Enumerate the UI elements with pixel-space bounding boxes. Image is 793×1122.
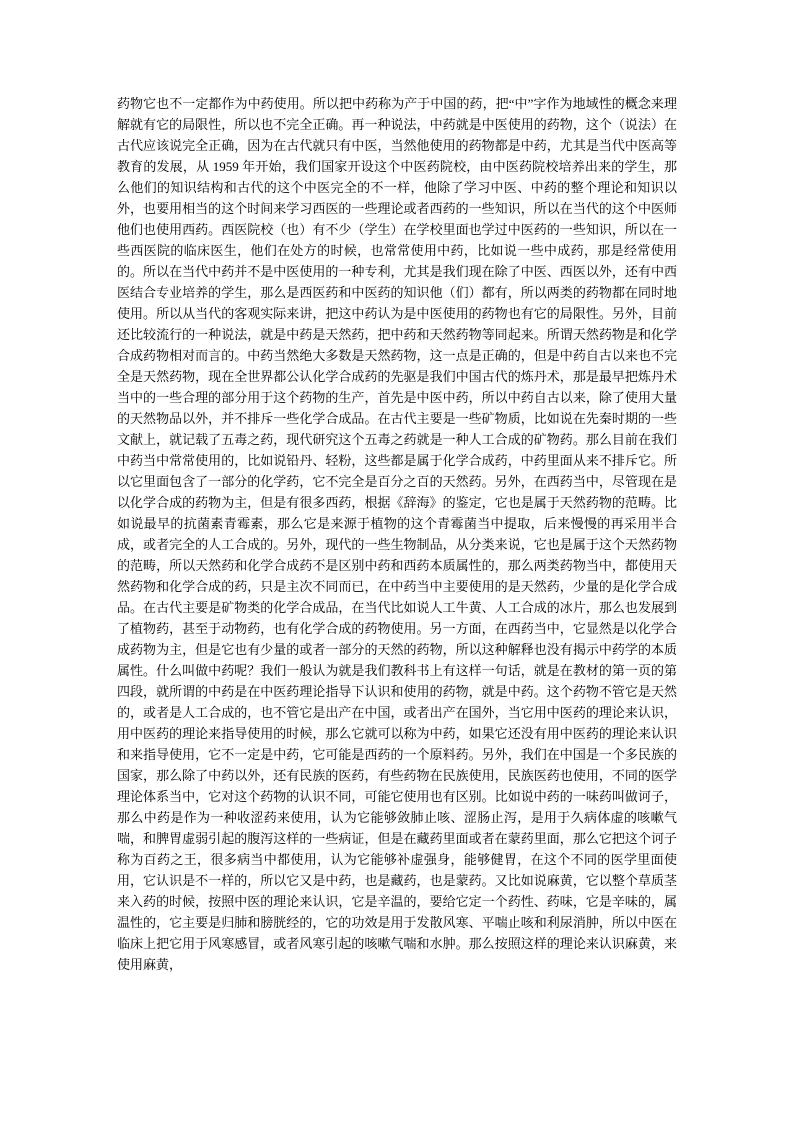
document-text-body [117,93,677,975]
body-paragraph: 药物它也不一定都作为中药使用。所以把中药称为产于中国的药，把“中”字作为地域性的概念来理解就有它的局限性，所以也不完全正确。再一种说法，中药就是中医使用的药物，这个（说法）在古代应该说完全正确，因为在古代就只有中医，当然他使用的药物都是中药，尤其是当代中医高等教育的发展，从 1959 年开始，我们国家开设这个中医药院校，由中医药院校培养出来的学生，那么他们的知识结构和古代的这个中医完全的不一样，他除了学习中医、中药的整个理论和知识以外，也要用相当的这个时间来学习西医的一些理论或者西药的一些知识，所以在当代的这个中医师他们也使用西药。西医院校（也）有不少（学生）在学校里面也学过中医药的一些知识，所以在一些西医院的临床医生，他们在处方的时候，也常常使用中药，比如说一些中成药，那是经常使用的。所以在当代中药并不是中医使用的一种专利，尤其是我们现在除了中医、西医以外，还有中西医结合专业培养的学生，那么是西医药和中医药的知识他（们）都有，所以两类的药物都在同时地使用。所以从当代的客观实际来讲，把这中药认为是中医使用的药物也有它的局限性。另外，目前还比较流行的一种说法，就是中药是天然药，把中药和天然药物等同起来。所谓天然药物是和化学合成药物相对而言的。中药当然绝大多数是天然药物，这一点是正确的，但是中药自古以来也不完全是天然药物，现在全世界都公认化学合成药的先驱是我们中国古代的炼丹术，那是最早把炼丹术当中的一些合理的部分用于这个药物的生产，首先是中医中药，所以中药自古以来，除了使用大量的天然物品以外，并不排斥一些化学合成品。在古代主要是一些矿物质，比如说在先秦时期的一些文献上，就记载了五毒之药，现代研究这个五毒之药就是一种人工合成的矿物药。那么目前在我们中药当中常常使用的，比如说铅丹、轻粉，这些都是属于化学合成药，中药里面从来不排斥它。所以它里面包含了一部分的化学药，它不完全是百分之百的天然药。另外，在西药当中，尽管现在是以化学合成的药物为主，但是有很多西药，根据《辞海》的鉴定，它也是属于天然药物的范畴。比如说最早的抗菌素青霉素，那么它是来源于植物的这个青霉菌当中提取，后来慢慢的再采用半合成，或者完全的人工合成的。另外，现代的一些生物制品，从分类来说，它也是属于这个天然药物的范畴，所以天然药和化学合成药不是区别中药和西药本质属性的，那么两类药物当中，都使用天然药物和化学合成的药，只是主次不同而已，在中药当中主要使用的是天然药，少量的是化学合成品。在古代主要是矿物类的化学合成品，在当代比如说人工牛黄、人工合成的冰片，那么也发展到了植物药，甚至于动物药，也有化学合成的药物使用。另一方面，在西药当中，它显然是以化学合成药物为主，但是它也有少量的或者一部分的天然的药物，所以这种解释也没有揭示中药学的本质属性。什么叫做中药呢？我们一般认为就是我们教科书上有这样一句话，就是在教材的第一页的第四段，就所谓的中药是在中医药理论指导下认识和使用的药物，就是中药。这个药物不管它是天然的，或者是人工合成的，也不管它是出产在中国，或者出产在国外，当它用中医药的理论来认识，用中医药的理论来指导使用的时候，那么它就可以称为中药，如果它还没有用中医药的理论来认识和来指导使用，它不一定是中药，它可能是西药的一个原料药。另外，我们在中国是一个多民族的国家，那么除了中药以外，还有民族的医药，有些药物在民族使用，民族医药也使用，不同的医学理论体系当中，它对这个药物的认识不同，可能它使用也有区别。比如说中药的一味药叫做诃子，那么中药是作为一种收涩药来使用，认为它能够敛肺止咳、涩肠止泻，是用于久病体虚的咳嗽气喘，和脾胃虚弱引起的腹泻这样的一些病证，但是在藏药里面或者在蒙药里面，那么它把这个诃子称为百药之王，很多病当中都使用，认为它能够补虚强身，能够健胃，在这个不同的医学里面使用，它认识是不一样的，所以它又是中药，也是藏药，也是蒙药。又比如说麻黄，它以整个草质茎来入药的时候，按照中医的理论来认识，它是辛温的，要给它定一个药性、药味，它是辛味的，属温性的，它主要是归肺和膀胱经的，它的功效是用于发散风寒、平喘止咳和利尿消肿，所以中医在临床上把它用于风寒感冒，或者风寒引起的咳嗽气喘和水肿。那么按照这样的理论来认识麻黄，来使用麻黄， [117,96,677,972]
